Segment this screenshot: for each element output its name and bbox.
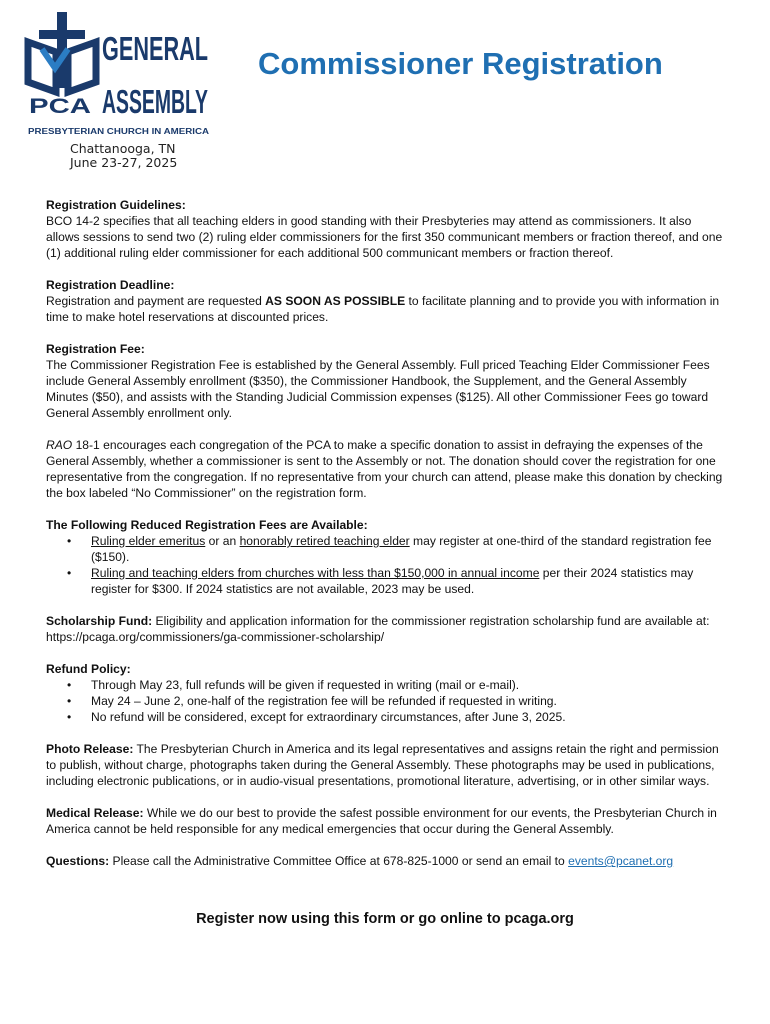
medical-release-text: While we do our best to provide the safest possible environment for our events, the Presbyterian Church in America cannot be held responsible for any medical emergencies that occur during the General Assembly. (46, 806, 717, 836)
reduced-item1-mid: or an (205, 534, 240, 548)
rao-reference: RAO (46, 438, 73, 452)
cross-book-icon (28, 12, 96, 92)
emeritus-term: Ruling elder emeritus (91, 534, 206, 548)
scholarship-heading: Scholarship Fund: (46, 614, 153, 628)
questions-heading: Questions: (46, 854, 110, 868)
logo-denomination-text: PRESBYTERIAN CHURCH IN AMERICA (28, 127, 210, 136)
event-info (70, 142, 177, 170)
logo-assembly-text: ASSEMBLY (102, 83, 208, 120)
deadline-text-after: to facilitate planning and to provide you with information in time to make hotel reservations at discounted prices. (46, 294, 720, 324)
guidelines-heading: Registration Guidelines: (46, 198, 186, 212)
rao-text: 18-1 encourages each congregation of the PCA to make a specific donation to assist in defraying the expenses of the General Assembly, whether a commissioner is sent to the Assembly or not. The donation should cover the registration for one representative from the congregation. If no representative from your church can attend, please make this donation by checking the box labeled “No Commissioner” on the registration form. (46, 438, 723, 500)
fee-text: The Commissioner Registration Fee is established by the General Assembly. Full priced Teaching Elder Commissioner Fees include General Assembly enrollment ($350), the Commissioner Handbook, the Supplement, and the General Assembly Minutes ($50), and assists with the Standing Judicial Commission expenses ($125). All other Commissioner Fees go toward General Assembly enrollment only. (46, 358, 710, 420)
questions-text: Please call the Administrative Committee Office at 678-825-1000 or send an email to (109, 854, 569, 868)
page-title: Commissioner Registration (258, 46, 663, 81)
medical-release-section (46, 805, 726, 837)
refund-item: • May 24 – June 2, one-half of the registration fee will be refunded if requested in writing. (46, 693, 726, 709)
guidelines-text: BCO 14-2 specifies that all teaching elders in good standing with their Presbyteries may attend as commissioners. It also allows sessions to send two (2) ruling elder commissioners for the first 350 communicant members or fraction thereof, and one (1) additional ruling elder commissioner for each additional 500 communicant members or fraction thereof. (46, 214, 723, 260)
register-footer: Register now using this form or go online to pcaga.org (196, 911, 574, 927)
refund-item: • No refund will be considered, except for extraordinary circumstances, after June 3, 2025. (46, 709, 726, 725)
event-location: Chattanooga, TN (70, 141, 176, 156)
refund-item: • Through May 23, full refunds will be given if requested in writing (mail or e-mail). (46, 677, 726, 693)
reduced-fees-heading: The Following Reduced Registration Fees are Available: (46, 518, 368, 532)
document-body (46, 197, 726, 885)
medical-release-heading: Medical Release: (46, 806, 144, 820)
photo-release-text: The Presbyterian Church in America and its legal representatives and assigns retain the right and permission to publish, without charge, photographs taken during the General Assembly. These photographs may be used in publications, including electronic publications, or in audio-visual presentations, promotional literature, advertising, or in other similar ways. (46, 742, 719, 788)
scholarship-section (46, 613, 726, 645)
retired-term: honorably retired teaching elder (239, 534, 410, 548)
refund-heading: Refund Policy: (46, 662, 131, 676)
photo-release-heading: Photo Release: (46, 742, 134, 756)
reduced-fees-list (46, 533, 726, 597)
small-church-term: Ruling and teaching elders from churches with less than $150,000 in annual income (91, 566, 540, 580)
logo-general-text: GENERAL (102, 30, 208, 67)
reduced-fees-section (46, 517, 726, 597)
reduced-fee-item (46, 533, 726, 565)
refund-list (46, 677, 726, 725)
photo-release-section (46, 741, 726, 789)
rao-section (46, 437, 726, 501)
fee-heading: Registration Fee: (46, 342, 145, 356)
email-link[interactable]: events@pcanet.org (568, 854, 674, 868)
questions-section (46, 853, 726, 869)
refund-section (46, 661, 726, 725)
deadline-emphasis: AS SOON AS POSSIBLE (265, 294, 406, 308)
guidelines-section (46, 197, 726, 261)
reduced-item2-rest: per their 2024 statistics may register for $300. If 2024 statistics are not available, 2023 may be used. (91, 566, 694, 596)
reduced-fee-item (46, 565, 726, 597)
scholarship-text: Eligibility and application information for the commissioner registration scholarship fund are available at: https://pcaga.org/commissioners/ga-commissioner-scholarship/ (46, 614, 710, 644)
deadline-section (46, 277, 726, 325)
pca-general-assembly-logo (26, 12, 211, 137)
deadline-heading: Registration Deadline: (46, 278, 175, 292)
fee-section (46, 341, 726, 421)
reduced-item1-rest: may register at one-third of the standard registration fee ($150). (91, 534, 712, 564)
logo-graphic (26, 12, 211, 137)
event-dates: June 23-27, 2025 (70, 155, 178, 170)
logo-pca-text: PCA (29, 95, 91, 118)
deadline-text-before: Registration and payment are requested (46, 294, 266, 308)
